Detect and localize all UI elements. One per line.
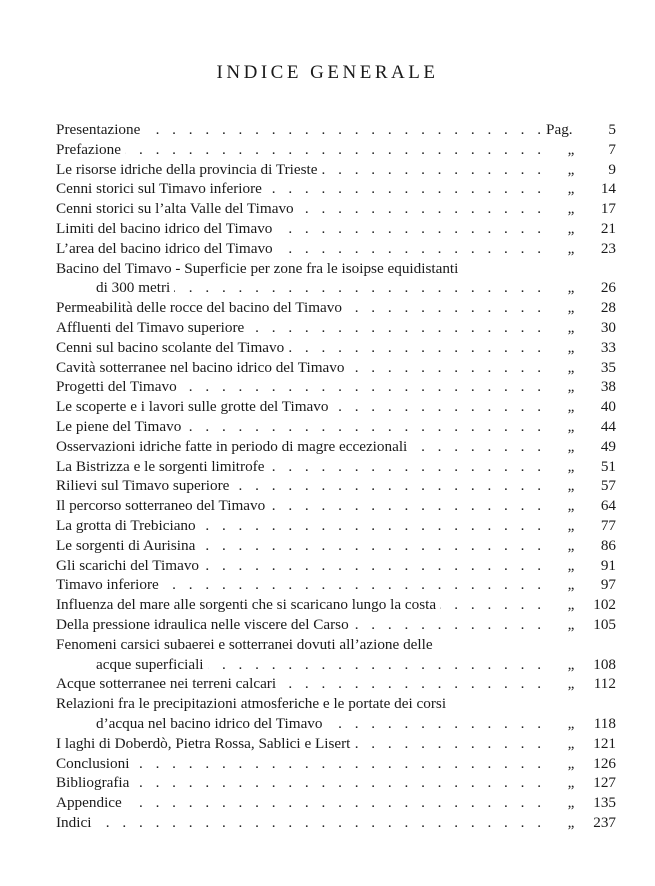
page-marker: „ — [551, 160, 591, 180]
page-marker: „ — [551, 813, 591, 833]
page-marker: „ — [551, 457, 591, 477]
page-marker: „ — [551, 615, 591, 635]
toc-entry-title: Acque sotterranee nei terreni calcari — [56, 674, 280, 694]
toc-entry-title: acque superficiali — [56, 655, 208, 675]
toc-entry — [56, 773, 616, 793]
page-number: 64 — [580, 496, 616, 516]
page-number: 28 — [580, 298, 616, 318]
page-marker: „ — [551, 140, 591, 160]
page-number: 57 — [580, 476, 616, 496]
table-of-contents — [56, 120, 616, 833]
toc-entry-title: Progetti del Timavo — [56, 377, 181, 397]
toc-entry — [56, 655, 616, 675]
page-marker: „ — [551, 595, 591, 615]
toc-entry — [56, 437, 616, 457]
page-marker: „ — [551, 655, 591, 675]
toc-entry-title: Le sorgenti di Aurisina — [56, 536, 199, 556]
toc-entry-title: Cavità sotterranee nel bacino idrico del Timavo — [56, 358, 349, 378]
page-number: 30 — [580, 318, 616, 338]
page-marker: „ — [551, 219, 591, 239]
toc-entry-title: La grotta di Trebiciano — [56, 516, 200, 536]
page-marker: „ — [551, 556, 591, 576]
page-number: 17 — [580, 199, 616, 219]
page-marker: „ — [551, 338, 591, 358]
page-marker: „ — [551, 575, 591, 595]
page-number: 91 — [580, 556, 616, 576]
toc-entry-title: Cenni sul bacino scolante del Timavo — [56, 338, 288, 358]
page-marker: „ — [551, 298, 591, 318]
toc-entry — [56, 259, 616, 279]
dot-leader — [56, 813, 546, 833]
toc-entry — [56, 813, 616, 833]
toc-entry-title: Timavo inferiore — [56, 575, 163, 595]
page-number: 105 — [580, 615, 616, 635]
page-number: 23 — [580, 239, 616, 259]
toc-entry — [56, 397, 616, 417]
page-number: 86 — [580, 536, 616, 556]
toc-entry-title: Appendice — [56, 793, 126, 813]
toc-entry-title: Fenomeni carsici subaerei e sotterranei dovuti all’azione delle — [56, 636, 437, 653]
toc-entry-title: Limiti del bacino idrico del Timavo — [56, 219, 276, 239]
page-number: 97 — [580, 575, 616, 595]
toc-entry — [56, 595, 616, 615]
toc-entry-title: Osservazioni idriche fatte in periodo di magre eccezionali — [56, 437, 411, 457]
toc-entry-title: Affluenti del Timavo superiore — [56, 318, 248, 338]
toc-entry-title: Cenni storici su l’alta Valle del Timavo — [56, 199, 298, 219]
toc-entry — [56, 160, 616, 180]
toc-entry — [56, 457, 616, 477]
page-number: 102 — [580, 595, 616, 615]
toc-entry — [56, 298, 616, 318]
page-number: 5 — [580, 120, 616, 140]
toc-entry — [56, 358, 616, 378]
page-marker: Pag. — [546, 120, 586, 140]
toc-entry — [56, 734, 616, 754]
toc-entry-title: L’area del bacino idrico del Timavo — [56, 239, 277, 259]
toc-entry-title: Cenni storici sul Timavo inferiore — [56, 179, 266, 199]
toc-entry-title: Bacino del Timavo - Superficie per zone fra le isoipse equidistanti — [56, 260, 462, 277]
page-number: 14 — [580, 179, 616, 199]
page-number: 108 — [580, 655, 616, 675]
toc-entry — [56, 179, 616, 199]
toc-entry-title: Presentazione — [56, 120, 144, 140]
toc-entry — [56, 694, 616, 714]
page-number: 26 — [580, 278, 616, 298]
dot-leader — [56, 140, 546, 160]
toc-entry-title: I laghi di Doberdò, Pietra Rossa, Sablici e Lisert — [56, 734, 354, 754]
page-marker: „ — [551, 199, 591, 219]
toc-entry-title: La Bistrizza e le sorgenti limitrofe — [56, 457, 268, 477]
toc-entry-title: di 300 metri — [56, 278, 174, 298]
toc-entry-title: Le risorse idriche della provincia di Trieste — [56, 160, 322, 180]
page-marker: „ — [551, 793, 591, 813]
page-number: 118 — [580, 714, 616, 734]
page-number: 44 — [580, 417, 616, 437]
toc-entry-title: Gli scarichi del Timavo — [56, 556, 203, 576]
page-marker: „ — [551, 516, 591, 536]
toc-entry-title: Il percorso sotterraneo del Timavo — [56, 496, 269, 516]
toc-entry — [56, 278, 616, 298]
toc-entry — [56, 476, 616, 496]
page-marker: „ — [551, 239, 591, 259]
page-marker: „ — [551, 437, 591, 457]
toc-entry — [56, 536, 616, 556]
toc-entry — [56, 318, 616, 338]
page-marker: „ — [551, 536, 591, 556]
page-marker: „ — [551, 397, 591, 417]
toc-entry — [56, 635, 616, 655]
page-marker: „ — [551, 476, 591, 496]
toc-entry-title: Bibliografia — [56, 773, 133, 793]
toc-entry-title: Conclusioni — [56, 754, 133, 774]
toc-entry — [56, 615, 616, 635]
page-number: 77 — [580, 516, 616, 536]
toc-entry-title: d’acqua nel bacino idrico del Timavo — [56, 714, 327, 734]
page-marker: „ — [551, 377, 591, 397]
page-number: 126 — [580, 754, 616, 774]
page-number: 7 — [580, 140, 616, 160]
page-number: 40 — [580, 397, 616, 417]
page-marker: „ — [551, 278, 591, 298]
toc-entry-title: Influenza del mare alle sorgenti che si scaricano lungo la costa — [56, 595, 440, 615]
page-number: 127 — [580, 773, 616, 793]
page-number: 49 — [580, 437, 616, 457]
toc-entry-title: Prefazione — [56, 140, 125, 160]
page-number: 38 — [580, 377, 616, 397]
page-number: 21 — [580, 219, 616, 239]
toc-entry — [56, 754, 616, 774]
page-number: 135 — [580, 793, 616, 813]
toc-entry — [56, 496, 616, 516]
page-marker: „ — [551, 714, 591, 734]
dot-leader — [56, 793, 546, 813]
page-number: 33 — [580, 338, 616, 358]
toc-entry-title: Indici — [56, 813, 95, 833]
toc-entry — [56, 674, 616, 694]
page-marker: „ — [551, 496, 591, 516]
toc-entry-title: Le scoperte e i lavori sulle grotte del Timavo — [56, 397, 332, 417]
toc-entry — [56, 516, 616, 536]
page-number: 51 — [580, 457, 616, 477]
toc-entry-title: Rilievi sul Timavo superiore — [56, 476, 233, 496]
page-number: 112 — [580, 674, 616, 694]
toc-entry — [56, 793, 616, 813]
page-number: 9 — [580, 160, 616, 180]
toc-entry — [56, 199, 616, 219]
toc-entry — [56, 140, 616, 160]
toc-entry-title: Della pressione idraulica nelle viscere del Carso — [56, 615, 353, 635]
page-marker: „ — [551, 318, 591, 338]
page-marker: „ — [551, 734, 591, 754]
toc-entry — [56, 377, 616, 397]
toc-entry — [56, 338, 616, 358]
page-marker: „ — [551, 754, 591, 774]
page-title: INDICE GENERALE — [216, 62, 439, 83]
page-marker: „ — [551, 179, 591, 199]
toc-entry — [56, 556, 616, 576]
toc-entry — [56, 219, 616, 239]
toc-entry — [56, 575, 616, 595]
page-marker: „ — [551, 674, 591, 694]
toc-entry — [56, 120, 616, 140]
toc-entry-title: Le piene del Timavo — [56, 417, 185, 437]
page-marker: „ — [551, 417, 591, 437]
page-number: 121 — [580, 734, 616, 754]
page-number: 35 — [580, 358, 616, 378]
toc-entry-title: Relazioni fra le precipitazioni atmosferiche e le portate dei corsi — [56, 695, 450, 712]
toc-entry — [56, 714, 616, 734]
toc-entry-title: Permeabilità delle rocce del bacino del Timavo — [56, 298, 346, 318]
toc-entry — [56, 239, 616, 259]
toc-entry — [56, 417, 616, 437]
page-number: 237 — [580, 813, 616, 833]
page-marker: „ — [551, 358, 591, 378]
page-marker: „ — [551, 773, 591, 793]
